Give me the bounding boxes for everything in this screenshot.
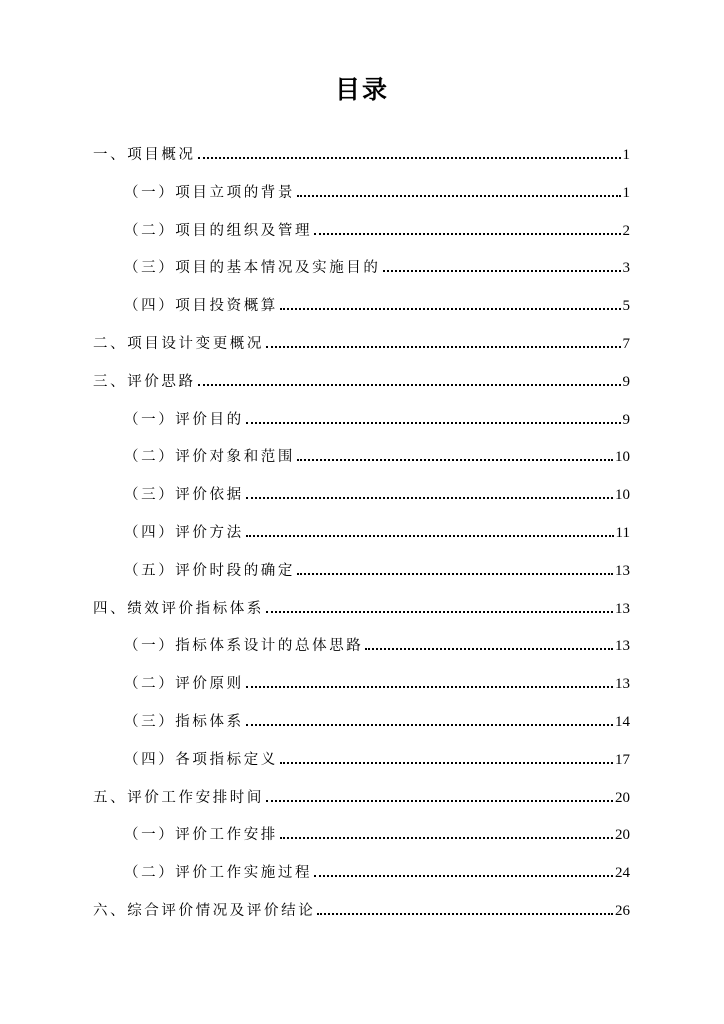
toc-entry-label: （二）评价对象和范围 [124, 449, 295, 466]
toc-entry[interactable] [93, 355, 630, 391]
dot-leader [246, 724, 613, 726]
toc-entry-page-number: 10 [615, 449, 630, 466]
toc-entry-page-number: 7 [622, 336, 630, 352]
toc-entry[interactable] [93, 128, 630, 164]
toc-entry-page-number: 13 [615, 638, 630, 655]
toc-entry-page-number: 20 [615, 827, 630, 844]
toc-entry[interactable] [124, 468, 630, 504]
toc-entry-label: （二）评价工作实施过程 [124, 865, 313, 882]
toc-entry-label: （四）评价方法 [124, 525, 244, 541]
toc-entry-page-number: 10 [615, 487, 630, 504]
toc-entry-page-number: 14 [615, 714, 630, 730]
toc-entry-label: （一）评价工作安排 [124, 827, 278, 844]
dot-leader [280, 308, 621, 310]
dot-leader [266, 346, 621, 348]
dot-leader [246, 686, 613, 688]
toc-entry[interactable] [124, 695, 630, 731]
dot-leader [280, 837, 613, 839]
dot-leader [297, 459, 613, 461]
dot-leader [246, 497, 613, 499]
toc-entry-page-number: 13 [615, 562, 630, 579]
dot-leader [365, 648, 613, 650]
toc-entry-label: 四、绩效评价指标体系 [93, 600, 264, 617]
toc-entry-label: 六、综合评价情况及评价结论 [93, 903, 316, 919]
toc-entry[interactable] [124, 241, 630, 277]
toc-entry[interactable] [124, 846, 630, 882]
toc-entry-label: （五）评价时段的确定 [124, 562, 295, 579]
toc-entry[interactable] [124, 166, 630, 202]
toc-entry-label: （一）评价目的 [124, 411, 244, 428]
toc-entry-label: 五、评价工作安排时间 [93, 789, 264, 806]
toc-entry-page-number: 9 [622, 373, 630, 390]
toc-entry[interactable] [124, 619, 630, 655]
dot-leader [266, 611, 613, 613]
toc-entry-label: 二、项目设计变更概况 [93, 336, 264, 352]
dot-leader [280, 762, 613, 764]
toc-entry-page-number: 1 [622, 184, 630, 201]
page-title: 目录 [334, 75, 389, 104]
dot-leader [246, 535, 614, 537]
dot-leader [314, 875, 613, 877]
toc-entry-page-number: 11 [615, 525, 630, 541]
toc-entry-page-number: 2 [622, 222, 630, 239]
toc-entry-page-number: 5 [622, 298, 630, 315]
toc-entry-label: （二）项目的组织及管理 [124, 222, 313, 239]
toc-entry-label: （三）评价依据 [124, 487, 244, 504]
toc-entry-page-number: 9 [622, 411, 630, 428]
toc-entry-page-number: 24 [615, 865, 630, 882]
toc-entry-label: 一、项目概况 [93, 147, 196, 163]
toc-entry-page-number: 17 [615, 751, 630, 768]
dot-leader [314, 233, 620, 235]
toc-entry-page-number: 1 [622, 147, 630, 163]
toc-entry-page-number: 20 [615, 789, 630, 806]
toc-entry-label: 三、评价思路 [93, 373, 196, 390]
dot-leader [317, 913, 613, 915]
toc-entry-label: （一）指标体系设计的总体思路 [124, 638, 364, 655]
dot-leader [198, 157, 621, 159]
dot-leader [297, 573, 613, 575]
toc-entry[interactable] [93, 884, 630, 920]
toc-entry-label: （一）项目立项的背景 [124, 184, 295, 201]
dot-leader [266, 800, 613, 802]
toc-entry[interactable] [124, 430, 630, 466]
toc-entry[interactable] [124, 808, 630, 844]
toc-entry[interactable] [124, 204, 630, 240]
toc-entry-page-number: 26 [615, 903, 630, 919]
toc-entry[interactable] [124, 279, 630, 315]
toc-entry-page-number: 3 [622, 260, 630, 277]
toc-entry-label: （四）各项指标定义 [124, 751, 278, 768]
dot-leader [383, 270, 621, 272]
toc-entry[interactable] [124, 506, 630, 542]
toc-entry[interactable] [93, 582, 630, 618]
toc-entry-page-number: 13 [615, 600, 630, 617]
dot-leader [297, 195, 621, 197]
toc-entry-label: （四）项目投资概算 [124, 298, 278, 315]
toc-entry[interactable] [93, 771, 630, 807]
toc-entry-label: （二）评价原则 [124, 676, 244, 693]
toc-entry[interactable] [124, 544, 630, 580]
dot-leader [246, 422, 621, 424]
toc-entry-page-number: 13 [615, 676, 630, 693]
toc-entry-label: （三）项目的基本情况及实施目的 [124, 260, 381, 277]
toc-entry[interactable] [124, 657, 630, 693]
toc-entry[interactable] [93, 317, 630, 353]
toc-entry[interactable] [124, 393, 630, 429]
dot-leader [198, 384, 621, 386]
toc-entry-label: （三）指标体系 [124, 714, 244, 730]
toc-entry[interactable] [124, 733, 630, 769]
